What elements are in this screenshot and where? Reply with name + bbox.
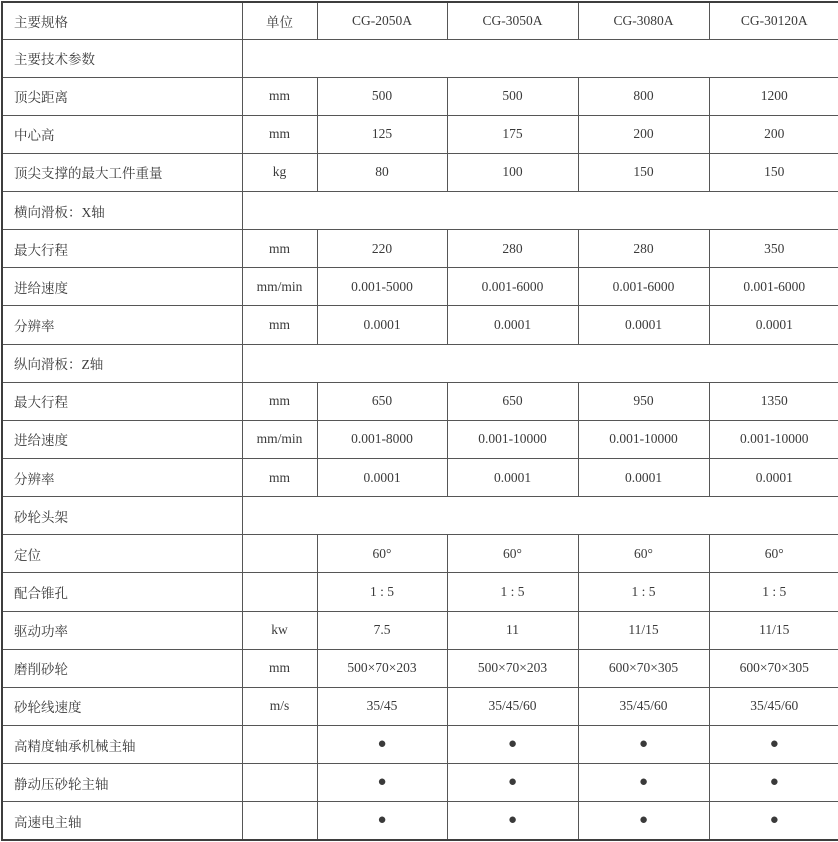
value-cell: 1200 bbox=[709, 77, 838, 115]
column-header: CG-2050A bbox=[317, 2, 447, 39]
value-cell: 0.0001 bbox=[709, 459, 838, 497]
table-row bbox=[2, 420, 838, 458]
column-header: 主要规格 bbox=[2, 2, 242, 39]
row-label-cell: 分辨率 bbox=[2, 459, 242, 497]
value-cell: 0.0001 bbox=[709, 306, 838, 344]
value-cell: 35/45/60 bbox=[578, 687, 709, 725]
section-span-cell bbox=[242, 497, 838, 535]
value-cell: 0.001-6000 bbox=[578, 268, 709, 306]
unit-cell: mm bbox=[242, 459, 317, 497]
unit-cell: mm bbox=[242, 382, 317, 420]
feature-dot-cell: ● bbox=[709, 726, 838, 764]
row-label-cell: 最大行程 bbox=[2, 230, 242, 268]
value-cell: 800 bbox=[578, 77, 709, 115]
value-cell: 200 bbox=[578, 115, 709, 153]
unit-cell: kg bbox=[242, 153, 317, 191]
value-cell: 0.001-6000 bbox=[447, 268, 578, 306]
table-row bbox=[2, 687, 838, 725]
feature-dot-cell: ● bbox=[317, 802, 447, 840]
value-cell: 280 bbox=[578, 230, 709, 268]
unit-cell: mm bbox=[242, 230, 317, 268]
table-row bbox=[2, 535, 838, 573]
value-cell: 35/45/60 bbox=[709, 687, 838, 725]
column-header: 单位 bbox=[242, 2, 317, 39]
column-header: CG-3080A bbox=[578, 2, 709, 39]
value-cell: 1350 bbox=[709, 382, 838, 420]
value-cell: 125 bbox=[317, 115, 447, 153]
table-row bbox=[2, 115, 838, 153]
value-cell: 500 bbox=[317, 77, 447, 115]
value-cell: 100 bbox=[447, 153, 578, 191]
value-cell: 0.0001 bbox=[447, 459, 578, 497]
value-cell: 1 : 5 bbox=[317, 573, 447, 611]
row-label-cell: 高速电主轴 bbox=[2, 802, 242, 840]
row-label-cell: 进给速度 bbox=[2, 268, 242, 306]
value-cell: 11/15 bbox=[709, 611, 838, 649]
unit-cell bbox=[242, 802, 317, 840]
section-span-cell bbox=[242, 192, 838, 230]
value-cell: 200 bbox=[709, 115, 838, 153]
section-row bbox=[2, 344, 838, 382]
feature-dot-cell: ● bbox=[578, 802, 709, 840]
row-label-cell: 分辨率 bbox=[2, 306, 242, 344]
unit-cell: mm bbox=[242, 115, 317, 153]
section-row bbox=[2, 192, 838, 230]
section-span-cell bbox=[242, 344, 838, 382]
spec-table bbox=[1, 1, 838, 841]
unit-cell: mm/min bbox=[242, 268, 317, 306]
row-label-cell: 最大行程 bbox=[2, 382, 242, 420]
value-cell: 60° bbox=[578, 535, 709, 573]
spec-table-body bbox=[2, 39, 838, 840]
feature-dot-cell: ● bbox=[317, 726, 447, 764]
value-cell: 0.0001 bbox=[578, 459, 709, 497]
section-label-cell: 主要技术参数 bbox=[2, 39, 242, 77]
row-label-cell: 驱动功率 bbox=[2, 611, 242, 649]
table-row bbox=[2, 573, 838, 611]
feature-dot-cell: ● bbox=[578, 726, 709, 764]
unit-cell bbox=[242, 535, 317, 573]
value-cell: 1 : 5 bbox=[709, 573, 838, 611]
value-cell: 650 bbox=[447, 382, 578, 420]
table-row bbox=[2, 306, 838, 344]
value-cell: 350 bbox=[709, 230, 838, 268]
row-label-cell: 顶尖支撑的最大工件重量 bbox=[2, 153, 242, 191]
row-label-cell: 砂轮线速度 bbox=[2, 687, 242, 725]
value-cell: 0.001-8000 bbox=[317, 420, 447, 458]
feature-dot-cell: ● bbox=[447, 726, 578, 764]
section-row bbox=[2, 497, 838, 535]
value-cell: 7.5 bbox=[317, 611, 447, 649]
table-row bbox=[2, 268, 838, 306]
table-row bbox=[2, 77, 838, 115]
feature-dot-cell: ● bbox=[709, 764, 838, 802]
value-cell: 11 bbox=[447, 611, 578, 649]
unit-cell: mm bbox=[242, 649, 317, 687]
value-cell: 60° bbox=[317, 535, 447, 573]
unit-cell: m/s bbox=[242, 687, 317, 725]
feature-dot-cell: ● bbox=[447, 802, 578, 840]
value-cell: 60° bbox=[709, 535, 838, 573]
unit-cell bbox=[242, 573, 317, 611]
table-row bbox=[2, 153, 838, 191]
value-cell: 0.0001 bbox=[317, 459, 447, 497]
row-label-cell: 进给速度 bbox=[2, 420, 242, 458]
value-cell: 80 bbox=[317, 153, 447, 191]
table-row bbox=[2, 764, 838, 802]
section-row bbox=[2, 39, 838, 77]
value-cell: 0.001-10000 bbox=[578, 420, 709, 458]
value-cell: 500 bbox=[447, 77, 578, 115]
value-cell: 0.0001 bbox=[317, 306, 447, 344]
value-cell: 650 bbox=[317, 382, 447, 420]
table-row bbox=[2, 802, 838, 840]
unit-cell: kw bbox=[242, 611, 317, 649]
value-cell: 0.0001 bbox=[578, 306, 709, 344]
section-label-cell: 纵向滑板：Z轴 bbox=[2, 344, 242, 382]
row-label-cell: 静动压砂轮主轴 bbox=[2, 764, 242, 802]
value-cell: 11/15 bbox=[578, 611, 709, 649]
value-cell: 1 : 5 bbox=[578, 573, 709, 611]
value-cell: 0.001-10000 bbox=[709, 420, 838, 458]
value-cell: 35/45 bbox=[317, 687, 447, 725]
value-cell: 500×70×203 bbox=[447, 649, 578, 687]
value-cell: 1 : 5 bbox=[447, 573, 578, 611]
value-cell: 600×70×305 bbox=[578, 649, 709, 687]
feature-dot-cell: ● bbox=[317, 764, 447, 802]
value-cell: 950 bbox=[578, 382, 709, 420]
value-cell: 35/45/60 bbox=[447, 687, 578, 725]
row-label-cell: 顶尖距离 bbox=[2, 77, 242, 115]
row-label-cell: 高精度轴承机械主轴 bbox=[2, 726, 242, 764]
table-row bbox=[2, 382, 838, 420]
value-cell: 150 bbox=[709, 153, 838, 191]
value-cell: 60° bbox=[447, 535, 578, 573]
row-label-cell: 中心高 bbox=[2, 115, 242, 153]
unit-cell: mm bbox=[242, 306, 317, 344]
column-header: CG-30120A bbox=[709, 2, 838, 39]
feature-dot-cell: ● bbox=[578, 764, 709, 802]
unit-cell: mm/min bbox=[242, 420, 317, 458]
value-cell: 0.001-6000 bbox=[709, 268, 838, 306]
value-cell: 280 bbox=[447, 230, 578, 268]
table-row bbox=[2, 230, 838, 268]
feature-dot-cell: ● bbox=[447, 764, 578, 802]
value-cell: 500×70×203 bbox=[317, 649, 447, 687]
section-span-cell bbox=[242, 39, 838, 77]
unit-cell bbox=[242, 764, 317, 802]
table-row bbox=[2, 649, 838, 687]
column-header: CG-3050A bbox=[447, 2, 578, 39]
table-row bbox=[2, 611, 838, 649]
value-cell: 220 bbox=[317, 230, 447, 268]
row-label-cell: 配合锥孔 bbox=[2, 573, 242, 611]
unit-cell: mm bbox=[242, 77, 317, 115]
row-label-cell: 定位 bbox=[2, 535, 242, 573]
feature-dot-cell: ● bbox=[709, 802, 838, 840]
value-cell: 0.0001 bbox=[447, 306, 578, 344]
value-cell: 0.001-5000 bbox=[317, 268, 447, 306]
table-row bbox=[2, 726, 838, 764]
value-cell: 175 bbox=[447, 115, 578, 153]
value-cell: 600×70×305 bbox=[709, 649, 838, 687]
row-label-cell: 磨削砂轮 bbox=[2, 649, 242, 687]
section-label-cell: 横向滑板：X轴 bbox=[2, 192, 242, 230]
unit-cell bbox=[242, 726, 317, 764]
value-cell: 150 bbox=[578, 153, 709, 191]
table-row bbox=[2, 459, 838, 497]
section-label-cell: 砂轮头架 bbox=[2, 497, 242, 535]
value-cell: 0.001-10000 bbox=[447, 420, 578, 458]
header-row bbox=[2, 2, 838, 39]
